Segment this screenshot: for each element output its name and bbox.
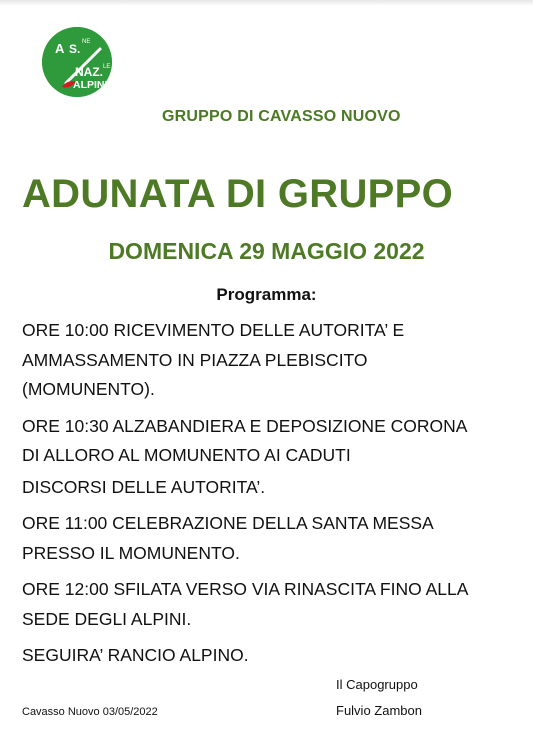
program-line: ORE 10:00 RICEVIMENTO DELLE AUTORITA’ E bbox=[22, 320, 405, 340]
program-item-1030 bbox=[22, 412, 522, 471]
page-title: ADUNATA DI GRUPPO bbox=[22, 172, 454, 216]
program-list bbox=[22, 316, 522, 678]
program-line: SEGUIRA’ RANCIO ALPINO. bbox=[22, 645, 249, 665]
event-date: DOMENICA 29 MAGGIO 2022 bbox=[108, 238, 425, 264]
program-line: ORE 11:00 CELEBRAZIONE DELLA SANTA MESSA bbox=[22, 513, 434, 533]
program-line: PRESSO IL MOMUNENTO. bbox=[22, 542, 240, 563]
logo-text-alpini: ALPINI bbox=[73, 79, 108, 91]
program-item-1200 bbox=[22, 575, 522, 634]
signature-role: Il Capogruppo bbox=[336, 677, 418, 692]
signature-name: Fulvio Zambon bbox=[336, 703, 422, 718]
program-line: SEDE DEGLI ALPINI. bbox=[22, 608, 192, 629]
ana-alpini-logo bbox=[42, 27, 112, 97]
top-edge-shadow bbox=[0, 0, 533, 6]
program-line: DI ALLORO AL MOMUNENTO AI CADUTI bbox=[22, 445, 351, 465]
program-item-lunch bbox=[22, 641, 522, 671]
group-name: GRUPPO DI CAVASSO NUOVO bbox=[162, 108, 401, 125]
program-heading: Programma: bbox=[216, 285, 317, 304]
place-date: Cavasso Nuovo 03/05/2022 bbox=[22, 706, 158, 718]
logo-text-naz: NAZ. bbox=[75, 65, 103, 79]
logo-text-a: A bbox=[55, 41, 65, 56]
program-line: DISCORSI DELLE AUTORITA’. bbox=[22, 476, 266, 497]
program-line: AMMASSAMENTO IN PIAZZA PLEBISCITO bbox=[22, 349, 368, 370]
logo-sup-le: LE bbox=[103, 64, 111, 70]
logo-sup-ne: NE bbox=[82, 39, 91, 45]
program-line: ORE 12:00 SFILATA VERSO VIA RINASCITA FINO ALLA bbox=[22, 579, 469, 599]
logo-text-s: S. bbox=[69, 42, 81, 56]
program-item-speeches bbox=[22, 473, 522, 503]
program-item-1100 bbox=[22, 509, 522, 568]
program-item-1000 bbox=[22, 316, 522, 405]
program-line: ORE 10:30 ALZABANDIERA E DEPOSIZIONE CORONA bbox=[22, 415, 468, 436]
program-line: (MOMUNENTO). bbox=[22, 379, 155, 399]
